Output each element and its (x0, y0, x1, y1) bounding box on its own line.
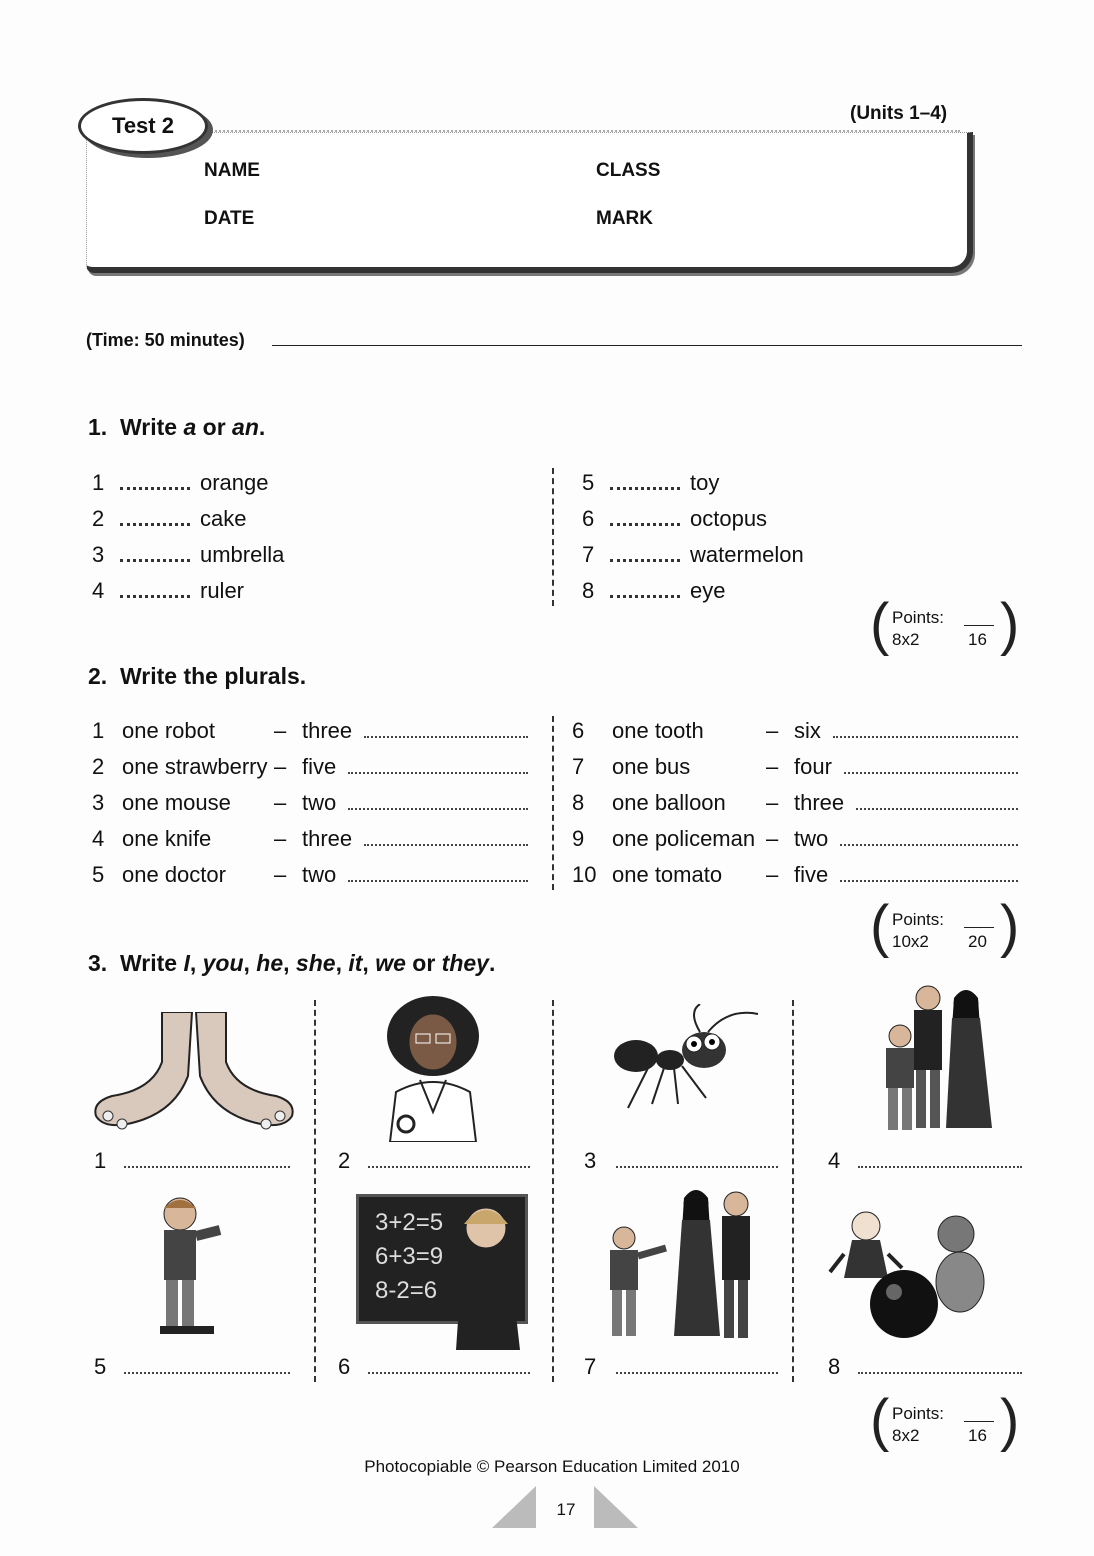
pic-answer-5 (94, 1354, 290, 1380)
pic-answer-8 (828, 1354, 1022, 1380)
family-picture (876, 978, 1000, 1136)
answer-blank[interactable] (368, 1154, 530, 1168)
item-number: 5 (94, 1354, 107, 1379)
answer-blank[interactable] (364, 724, 528, 738)
item-noun: one mouse (122, 790, 231, 815)
section1-left-list (92, 470, 284, 614)
pic-answer-3 (584, 1148, 778, 1174)
item-dash: – (766, 862, 779, 887)
item-count: three (302, 826, 353, 851)
column-divider (792, 1000, 794, 1382)
answer-blank[interactable] (616, 1154, 778, 1168)
list-item (92, 826, 528, 862)
name-label: NAME (204, 160, 260, 181)
item-number: 7 (582, 542, 595, 567)
pic-answer-7 (584, 1354, 778, 1380)
item-number: 3 (92, 790, 105, 815)
pic-answer-4 (828, 1148, 1022, 1174)
item-count: six (794, 718, 821, 743)
points-score-line[interactable] (964, 927, 994, 928)
list-item (582, 470, 804, 506)
time-label: (Time: 50 minutes) (86, 330, 245, 350)
test-badge (78, 98, 208, 154)
item-number: 8 (828, 1354, 841, 1379)
item-count: two (794, 826, 829, 851)
points-total: 20 (968, 932, 987, 951)
mark-label: MARK (596, 208, 653, 229)
item-dash: – (766, 826, 779, 851)
item-word: watermelon (690, 542, 804, 567)
units-label: (Units 1–4) (850, 103, 948, 124)
item-number: 9 (572, 826, 585, 851)
column-divider (552, 1000, 554, 1382)
paren-right: ) (1000, 1388, 1020, 1453)
pronoun: they (441, 950, 489, 976)
item-word: toy (690, 470, 720, 495)
answer-blank[interactable] (120, 547, 190, 562)
section2-number: 2. (88, 663, 108, 689)
item-noun: one robot (122, 718, 215, 743)
answer-blank[interactable] (120, 475, 190, 490)
points-calc: 10x2 (892, 932, 929, 951)
item-number: 4 (92, 826, 105, 851)
item-noun: one strawberry (122, 754, 268, 779)
time-rule (272, 345, 1022, 346)
class-label: CLASS (596, 160, 661, 181)
item-word: umbrella (200, 542, 285, 567)
section3-title: 3. Write I, you, he, she, it, we or they. (88, 950, 496, 976)
page-number: 17 (556, 1500, 576, 1519)
class-field[interactable] (596, 160, 906, 182)
answer-blank[interactable] (610, 475, 680, 490)
section3-points (870, 1388, 1020, 1453)
section1-number: 1. (88, 414, 108, 440)
section2-points (870, 894, 1020, 959)
answer-blank[interactable] (616, 1360, 778, 1374)
item-dash: – (274, 754, 287, 779)
item-word: orange (200, 470, 269, 495)
item-number: 4 (92, 578, 105, 603)
name-field[interactable] (204, 160, 516, 182)
answer-blank[interactable] (858, 1360, 1022, 1374)
list-item (582, 578, 804, 614)
points-calc: 8x2 (892, 630, 920, 649)
item-count: three (302, 718, 353, 743)
item-number: 3 (584, 1148, 597, 1173)
item-number: 3 (92, 542, 105, 567)
pronoun: it (348, 950, 363, 976)
board-line: 3+2=5 (375, 1209, 444, 1236)
pronoun: he (256, 950, 284, 976)
boy-picture (150, 1192, 226, 1338)
item-number: 8 (572, 790, 585, 815)
section3-title-pre: Write (119, 950, 184, 976)
date-field[interactable] (204, 208, 516, 230)
list-item (582, 542, 804, 578)
list-item (92, 718, 528, 754)
column-divider (314, 1000, 316, 1382)
pronoun: we (375, 950, 406, 976)
item-dash: – (274, 790, 287, 815)
answer-blank[interactable] (840, 868, 1018, 882)
item-number: 2 (338, 1148, 351, 1173)
item-number: 1 (94, 1148, 107, 1173)
board-line: 6+3=9 (375, 1243, 444, 1270)
paren-right: ) (1000, 894, 1020, 959)
section3-title-end: . (488, 950, 496, 976)
points-total: 16 (968, 630, 987, 649)
answer-blank[interactable] (348, 760, 528, 774)
page-triangle-left-icon (490, 1486, 540, 1530)
answer-blank[interactable] (120, 511, 190, 526)
answer-blank[interactable] (856, 796, 1018, 810)
answer-blank[interactable] (364, 832, 528, 846)
answer-blank[interactable] (124, 1360, 290, 1374)
section3-title-or: or (405, 950, 442, 976)
item-dash: – (274, 862, 287, 887)
page-triangle-right-icon (590, 1486, 640, 1530)
answer-blank[interactable] (124, 1154, 290, 1168)
board-line: 8-2=6 (375, 1277, 438, 1304)
section1-title-an: an (232, 414, 259, 440)
item-noun: one policeman (612, 826, 756, 851)
pronoun: you (202, 950, 244, 976)
section2-right-list (572, 718, 1018, 898)
item-number: 5 (92, 862, 105, 887)
list-item (92, 754, 528, 790)
header-top-rule (200, 130, 960, 132)
item-word: ruler (200, 578, 245, 603)
points-label: Points: (892, 608, 944, 627)
item-count: five (794, 862, 829, 887)
item-dash: – (766, 754, 779, 779)
header-box (86, 132, 973, 273)
answer-blank[interactable] (348, 868, 528, 882)
section1-title-end: . (258, 414, 266, 440)
item-dash: – (274, 718, 287, 743)
item-number: 7 (572, 754, 585, 779)
item-number: 6 (572, 718, 585, 743)
doctor-picture (380, 992, 486, 1142)
item-count: four (794, 754, 832, 779)
list-item (92, 506, 284, 542)
item-word: eye (690, 578, 726, 603)
paren-left: ( (870, 1388, 890, 1453)
item-number: 4 (828, 1148, 841, 1173)
paren-right: ) (1000, 592, 1020, 657)
list-item (572, 718, 1018, 754)
section2-title-text: Write the plurals. (119, 663, 307, 689)
section1-right-list (582, 470, 804, 614)
section1-points (870, 592, 1020, 657)
item-count: three (794, 790, 845, 815)
section3-number: 3. (88, 950, 108, 976)
answer-blank[interactable] (858, 1154, 1022, 1168)
section1-title-a: a (183, 414, 197, 440)
teacher-picture (446, 1200, 528, 1350)
list-item (92, 470, 284, 506)
family-pointing-picture (600, 1186, 770, 1346)
list-item (582, 506, 804, 542)
list-item (572, 754, 1018, 790)
answer-blank[interactable] (610, 547, 680, 562)
section2-title (88, 663, 306, 690)
item-number: 10 (572, 862, 597, 887)
item-noun: one doctor (122, 862, 226, 887)
item-number: 5 (582, 470, 595, 495)
paren-left: ( (870, 592, 890, 657)
answer-blank[interactable] (833, 724, 1018, 738)
paren-left: ( (870, 894, 890, 959)
section2-left-list (92, 718, 528, 898)
item-number: 7 (584, 1354, 597, 1379)
points-score-line[interactable] (964, 1421, 994, 1422)
item-number: 6 (582, 506, 595, 531)
list-item (92, 578, 284, 614)
answer-blank[interactable] (368, 1360, 530, 1374)
item-number: 1 (92, 470, 105, 495)
item-word: cake (200, 506, 247, 531)
points-label: Points: (892, 910, 944, 929)
points-score-line[interactable] (964, 625, 994, 626)
answer-blank[interactable] (840, 832, 1018, 846)
column-divider (552, 716, 554, 890)
feet-picture (92, 1012, 296, 1138)
item-dash: – (274, 826, 287, 851)
item-count: five (302, 754, 337, 779)
list-item (572, 826, 1018, 862)
date-label: DATE (204, 208, 255, 229)
pic-answer-2 (338, 1148, 530, 1174)
list-item (572, 862, 1018, 898)
item-noun: one bus (612, 754, 691, 779)
points-label: Points: (892, 1404, 944, 1423)
section1-title (88, 414, 265, 441)
list-item (92, 862, 528, 898)
answer-blank[interactable] (610, 583, 680, 598)
pic-answer-6 (338, 1354, 530, 1380)
item-noun: one tooth (612, 718, 704, 743)
ant-picture (608, 1004, 764, 1112)
item-number: 2 (92, 506, 105, 531)
list-item (572, 790, 1018, 826)
list-item (92, 542, 284, 578)
item-dash: – (766, 790, 779, 815)
column-divider (552, 468, 554, 606)
points-total: 16 (968, 1426, 987, 1445)
pronoun: I (183, 950, 190, 976)
answer-blank[interactable] (120, 583, 190, 598)
item-noun: one knife (122, 826, 212, 851)
item-number: 1 (92, 718, 105, 743)
item-number: 6 (338, 1354, 351, 1379)
toys-picture (826, 1206, 998, 1344)
section1-title-mid: or (196, 414, 233, 440)
test-label: Test 2 (112, 113, 174, 138)
item-word: octopus (690, 506, 768, 531)
pic-answer-1 (94, 1148, 290, 1174)
section1-title-pre: Write (119, 414, 184, 440)
item-dash: – (766, 718, 779, 743)
item-count: two (302, 862, 337, 887)
pronoun: she (295, 950, 336, 976)
mark-field[interactable] (596, 208, 906, 230)
copyright-text: Photocopiable © Pearson Education Limited 2010 (364, 1457, 740, 1476)
points-calc: 8x2 (892, 1426, 920, 1445)
item-number: 2 (92, 754, 105, 779)
answer-blank[interactable] (610, 511, 680, 526)
item-number: 8 (582, 578, 595, 603)
list-item (92, 790, 528, 826)
item-noun: one tomato (612, 862, 723, 887)
answer-blank[interactable] (844, 760, 1018, 774)
answer-blank[interactable] (348, 796, 528, 810)
item-count: two (302, 790, 337, 815)
item-noun: one balloon (612, 790, 726, 815)
